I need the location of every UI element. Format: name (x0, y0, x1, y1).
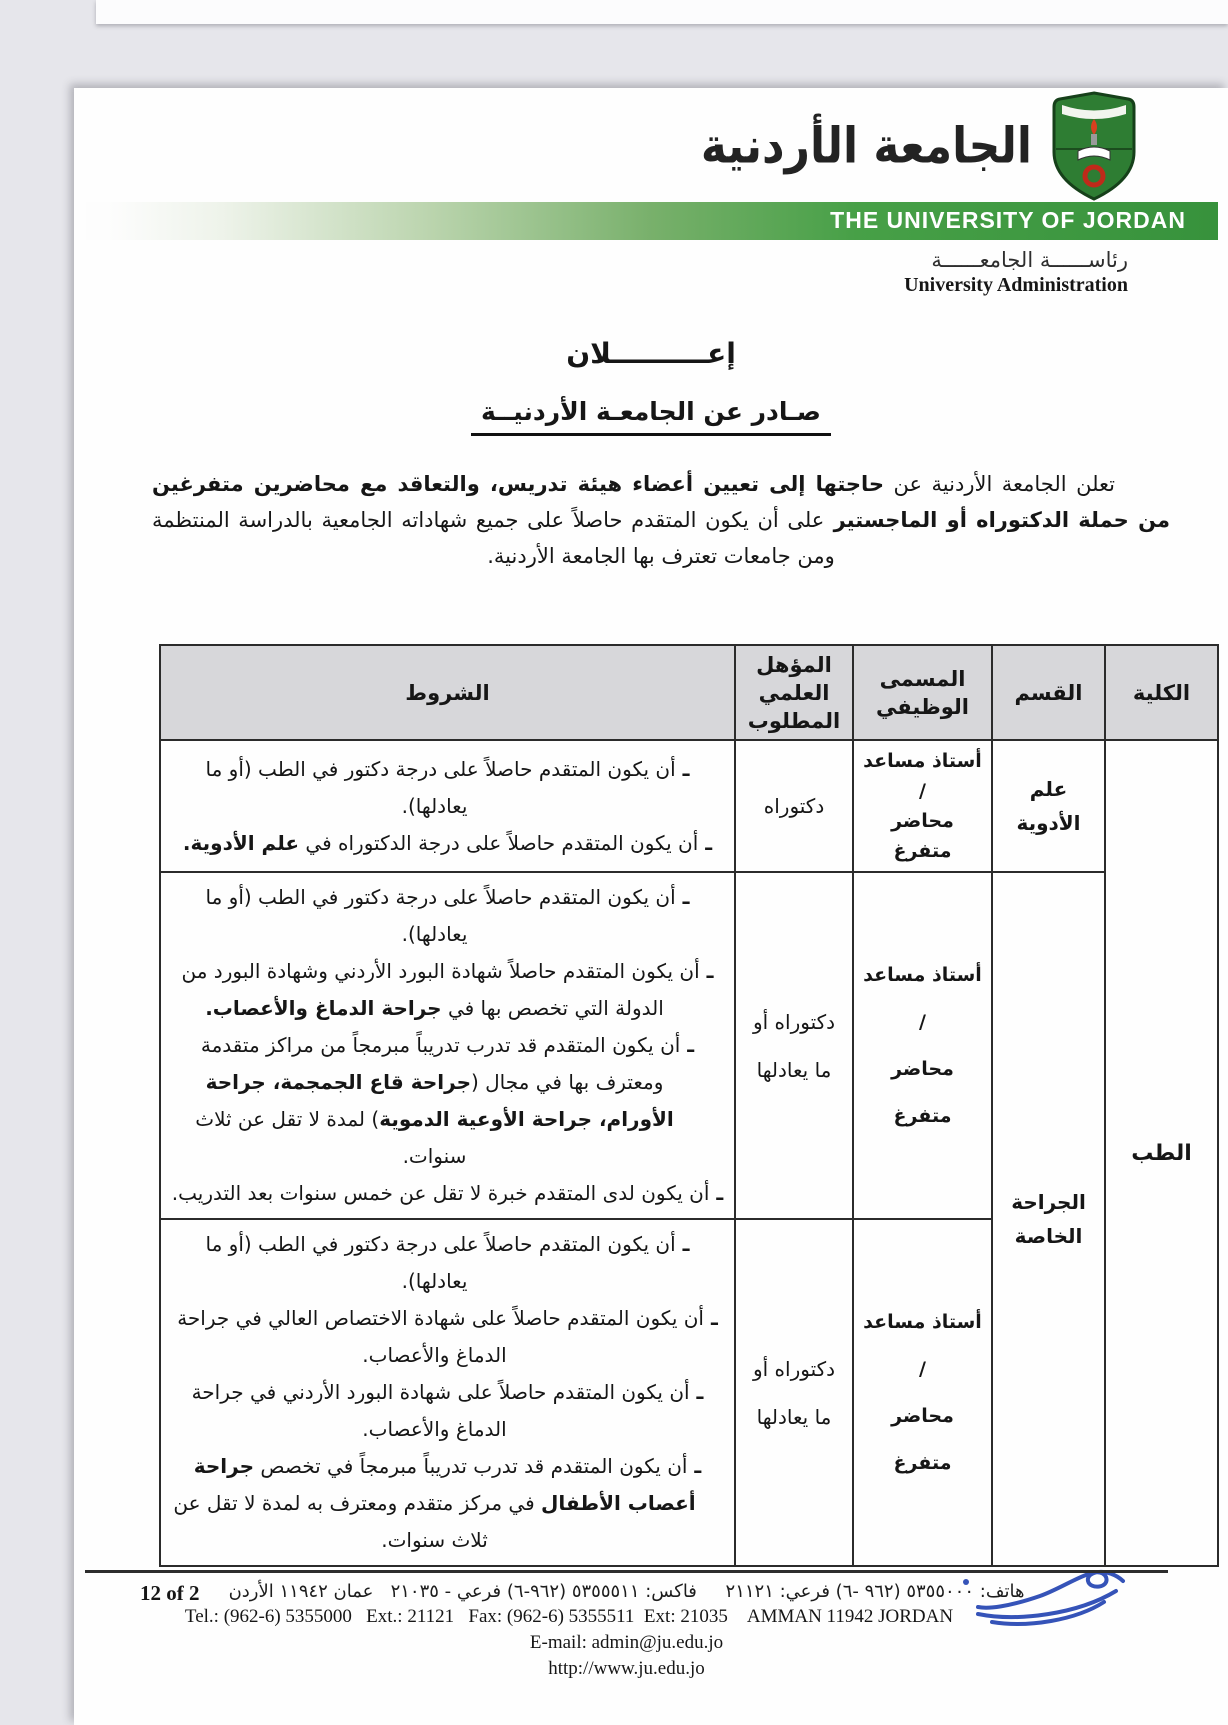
col-header-college: الكلية (1105, 645, 1218, 740)
green-banner (86, 202, 1218, 240)
college-cell: الطب (1105, 740, 1218, 1566)
job-title-cell: أستاذ مساعد / محاضر متفرغ (853, 740, 992, 872)
condition-item: ـ أن يكون المتقدم قد تدرب تدريباً مبرمجاً من مراكز متقدمة ومعترف بها في مجال (جراحة قاع الجمجمة، جراحة الأورام، جراحة الأوعية الدموية) لمدة لا تقل عن ثلاث سنوات. (195, 1033, 695, 1168)
university-logotype-calligraphy: الجامعة الأردنية (700, 117, 1032, 175)
conditions-cell (160, 872, 735, 1219)
university-shield-logo-icon (1048, 90, 1140, 202)
title-line-2: صـادر عن الجامعـة الأردنيــة (471, 395, 831, 436)
condition-item: ـ أن يكون المتقدم حاصلاً على درجة الدكتوراه في علم الأدوية. (182, 830, 713, 855)
qualification-cell: دكتوراه (735, 740, 853, 872)
title-line-1: إعــــــــــلان (566, 337, 736, 370)
department-cell: الجراحة الخاصة (992, 872, 1105, 1566)
qualification-cell: دكتوراه أو ما يعادلها (735, 1219, 853, 1566)
university-logo-block (74, 92, 1140, 200)
job-title-cell: أستاذ مساعد / محاضر متفرغ (853, 872, 992, 1219)
vacancies-table (159, 644, 1219, 1567)
intro-segment-bold: حاجتها إلى تعيين أعضاء هيئة تدريس، والتعاقد مع محاضرين متفرغين من حملة الدكتوراه أو الماجستير (152, 472, 1170, 532)
condition-item: ـ أن يكون المتقدم حاصلاً على درجة دكتور في الطب (أو ما يعادلها). (205, 885, 690, 946)
adjacent-page-edge (96, 0, 1228, 24)
table-header-row (160, 645, 1218, 740)
footer-contact-arabic: هاتف: ٥٣٥٥٠٠٠ (٩٦٢ -٦) فرعي: ٢١١٢١ فاكس: ٥٣٥٥٥١١ (٩٦٢-٦) فرعي - ٢١٠٣٥ عمان ١١٩٤٢ الأردن (228, 1581, 1025, 1602)
condition-item: ـ أن يكون المتقدم حاصلاً شهادة البورد الأردني وشهادة البورد من الدولة التي تخصص بها في جراحة الدماغ والأعصاب. (181, 959, 714, 1020)
footer-contact-english: Tel.: (962-6) 5355000 Ext.: 21121 Fax: (962-6) 5355511 Ext: 21035 AMMAN 11942 JORDAN (184, 1606, 954, 1627)
intro-paragraph (152, 466, 1170, 574)
footer-website: http://www.ju.edu.jo (548, 1658, 705, 1679)
job-title-cell: أستاذ مساعد / محاضر متفرغ (853, 1219, 992, 1566)
condition-item: ـ أن يكون المتقدم حاصلاً على درجة دكتور في الطب (أو ما يعادلها). (205, 756, 690, 818)
administration-arabic: رئاســــــة الجامعــــــة (931, 248, 1128, 272)
document-page (74, 88, 1228, 1725)
administration-english: University Administration (904, 274, 1128, 296)
page-number-stamp: 12 of 2 (140, 1581, 200, 1605)
col-header-qualification: المؤهل العلمي المطلوب (735, 645, 853, 740)
department-cell: علم الأدوية (992, 740, 1105, 872)
condition-item: ـ أن يكون المتقدم حاصلاً على شهادة البورد الأردني في جراحة الدماغ والأعصاب. (191, 1380, 704, 1441)
col-header-conditions: الشروط (160, 645, 735, 740)
condition-item: ـ أن يكون المتقدم حاصلاً على درجة دكتور في الطب (أو ما يعادلها). (205, 1232, 690, 1293)
announcement-title (74, 337, 1228, 436)
table-row (160, 872, 1218, 1219)
conditions-cell (160, 1219, 735, 1566)
intro-segment-regular: تعلن الجامعة الأردنية عن (884, 472, 1115, 496)
condition-item: ـ أن يكون المتقدم قد تدرب تدريباً مبرمجاً في تخصص جراحة أعصاب الأطفال في مركز متقدم ومعترف به لمدة لا تقل عن ثلاث سنوات. (173, 1454, 702, 1552)
qualification-cell: دكتوراه أو ما يعادلها (735, 872, 853, 1219)
col-header-job-title: المسمى الوظيفي (853, 645, 992, 740)
intro-segment-regular: على أن يكون المتقدم حاصلاً على جميع شهاداته الجامعية بالدراسة المنتظمة ومن جامعات تعترف بها الجامعة الأردنية. (152, 508, 835, 568)
col-header-department: القسم (992, 645, 1105, 740)
table-row (160, 740, 1218, 872)
footer-email: E-mail: admin@ju.edu.jo (529, 1632, 724, 1653)
banner-title: THE UNIVERSITY OF JORDAN (830, 207, 1186, 233)
condition-item: ـ أن يكون المتقدم حاصلاً على شهادة الاختصاص العالي في جراحة الدماغ والأعصاب. (177, 1306, 718, 1367)
page-footer (85, 1570, 1168, 1680)
conditions-cell (160, 740, 735, 872)
condition-item: ـ أن يكون لدى المتقدم خبرة لا تقل عن خمس سنوات بعد التدريب. (171, 1181, 724, 1205)
administration-block (74, 248, 1128, 297)
